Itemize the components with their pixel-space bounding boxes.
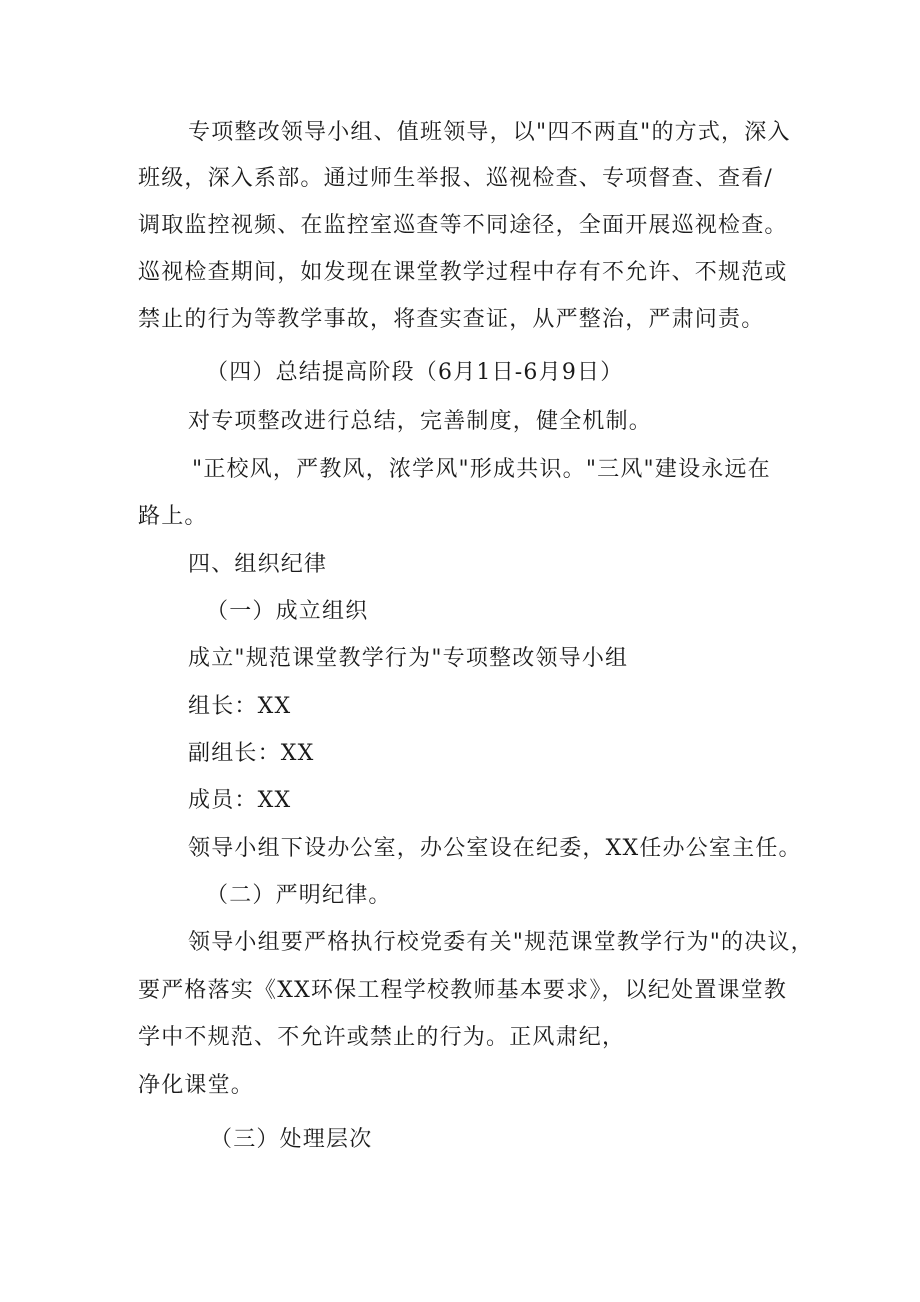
section-heading: （四）总结提高阶段（6月1日-6月9日） xyxy=(206,360,624,385)
paragraph-line: 调取监控视频、在监控室巡查等不同途径，全面开展巡视检查。 xyxy=(138,213,788,238)
section-heading: （一）成立组织 xyxy=(206,599,369,624)
paragraph-line: 学中不规范、不允许或禁止的行为。正风肃纪， xyxy=(138,1025,626,1050)
paragraph-line: 领导小组下设办公室，办公室设在纪委，XX任办公室主任。 xyxy=(188,836,802,861)
member-line: 成员：XX xyxy=(188,788,292,813)
member-line: 组长：XX xyxy=(188,694,292,719)
member-line: 副组长：XX xyxy=(188,741,315,766)
paragraph-line: "正校风，严教风，浓学风"形成共识。"三风"建设永远在 xyxy=(192,457,771,482)
section-heading: 四、组织纪律 xyxy=(188,552,328,577)
paragraph-line: 领导小组要严格执行校党委有关"规范课堂教学行为"的决议， xyxy=(188,930,814,955)
paragraph-line: 要严格落实《XX环保工程学校教师基本要求》，以纪处置课堂教 xyxy=(138,978,788,1003)
section-heading: （二）严明纪律。 xyxy=(206,883,392,908)
paragraph-line: 路上。 xyxy=(138,504,208,529)
paragraph-line: 禁止的行为等教学事故，将查实查证，从严整治，严肃问责。 xyxy=(138,307,765,332)
section-heading: （三）处理层次 xyxy=(210,1127,373,1152)
paragraph-line: 成立"规范课堂教学行为"专项整改领导小组 xyxy=(188,646,629,671)
paragraph-line: 班级，深入系部。通过师生举报、巡视检查、专项督查、查看/ xyxy=(138,166,774,191)
paragraph-line: 巡视检查期间，如发现在课堂教学过程中存有不允许、不规范或 xyxy=(138,260,788,285)
paragraph-line: 净化课堂。 xyxy=(138,1073,255,1098)
paragraph-line: 对专项整改进行总结，完善制度，健全机制。 xyxy=(188,409,653,434)
paragraph-line: 专项整改领导小组、值班领导，以"四不两直"的方式，深入 xyxy=(188,120,791,145)
